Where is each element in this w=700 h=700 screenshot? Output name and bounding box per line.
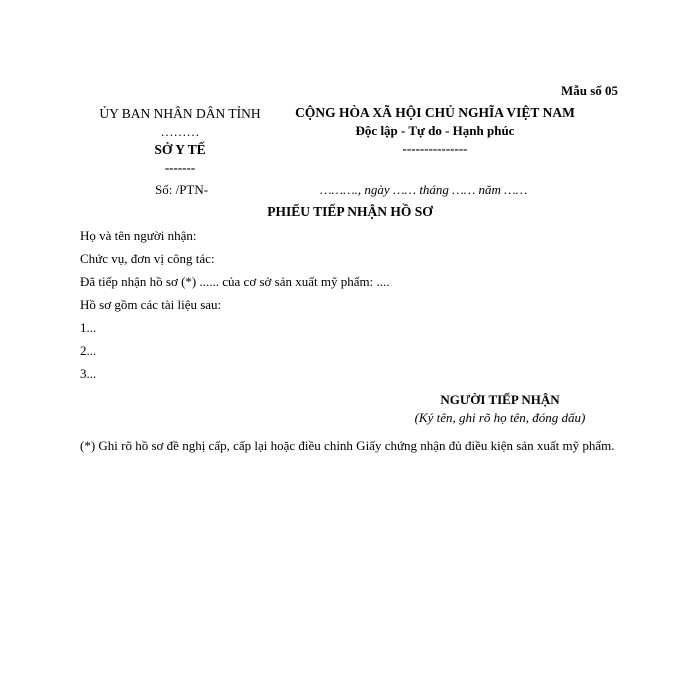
receiver-name-line: Họ và tên người nhận: <box>80 228 197 243</box>
department-underline: ------- <box>164 160 196 175</box>
date-line: ………., ngày …… tháng …… năm …… <box>320 182 528 197</box>
national-header-block <box>285 104 585 158</box>
motto-underline: --------------- <box>402 141 468 156</box>
document-item: 3... <box>80 366 97 381</box>
signer-instruction: (Ký tên, ghi rõ họ tên, đóng dấu) <box>414 410 586 425</box>
issuing-authority-block <box>80 105 280 177</box>
national-title: CỘNG HÒA XÃ HỘI CHỦ NGHĨA VIỆT NAM <box>295 105 575 120</box>
position-unit-line: Chức vụ, đơn vị công tác: <box>80 251 215 266</box>
document-item: 2... <box>80 343 97 358</box>
health-department-label: SỞ Y TẾ <box>154 142 206 157</box>
signature-block <box>400 391 600 427</box>
national-motto: Độc lập - Tự do - Hạnh phúc <box>355 123 515 138</box>
footnote: (*) Ghi rõ hồ sơ đề nghị cấp, cấp lại hoặc điều chỉnh Giấy chứng nhận đủ điều kiện sản xuất mỹ phẩm. <box>80 438 615 453</box>
document-item: 1... <box>80 320 97 335</box>
documents-intro-line: Hồ sơ gồm các tài liệu sau: <box>80 297 222 312</box>
document-number: Số: /PTN- <box>155 182 209 197</box>
document-title: PHIẾU TIẾP NHẬN HỒ SƠ <box>267 204 433 219</box>
received-dossier-line: Đã tiếp nhận hồ sơ (*) ...... của cơ sở sản xuất mỹ phẩm: .... <box>80 274 390 289</box>
form-number: Mẫu số 05 <box>560 83 618 98</box>
signer-role: NGƯỜI TIẾP NHẬN <box>440 392 560 407</box>
province-placeholder-dots: ……… <box>160 124 200 139</box>
province-committee-label: ỦY BAN NHÂN DÂN TỈNH <box>99 106 261 121</box>
